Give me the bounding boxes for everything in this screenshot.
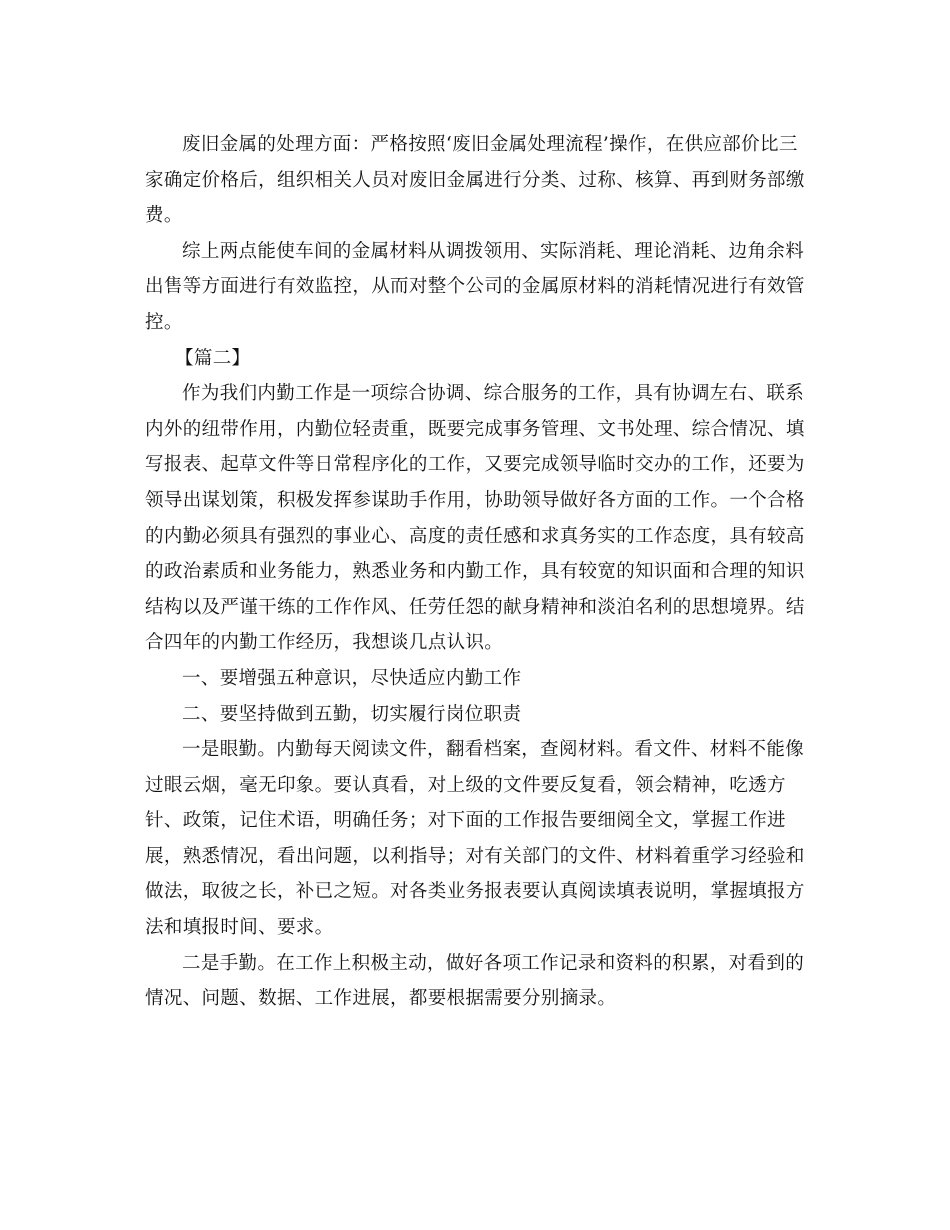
paragraph-hand-diligence: 二是手勤。在工作上积极主动，做好各项工作记录和资料的积累，对看到的情况、问题、数据、工作进展，都要根据需要分别摘录。 (145, 952, 805, 1010)
paragraph-eye-diligence: 一是眼勤。内勤每天阅读文件，翻看档案，查阅材料。看文件、材料不能像过眼云烟，毫无印象。要认真看，对上级的文件要反复看，领会精神，吃透方针、政策，记住术语，明确任务；对下面的工作报告要细阅全文，掌握工作进展，熟悉情况，看出问题，以利指导；对有关部门的文件、材料着重学习经验和做法，取彼之长，补已之短。对各类业务报表要认真阅读填表说明，掌握填报方法和填报时间、要求。 (145, 739, 805, 939)
document-body (145, 127, 810, 1017)
paragraph-scrap-metal: 废旧金属的处理方面：严格按照‘废旧金属处理流程’操作，在供应部价比三家确定价格后，组织相关人员对废旧金属进行分类、过称、核算、再到财务部缴费。 (145, 134, 805, 227)
heading-point-one: 一、要增强五种意识，尽快适应内勤工作 (182, 667, 522, 689)
paragraph-intro: 作为我们内勤工作是一项综合协调、综合服务的工作，具有协调左右、联系内外的纽带作用，内勤位轻责重，既要完成事务管理、文书处理、综合情况、填写报表、起草文件等日常程序化的工作，又要完成领导临时交办的工作，还要为领导出谋划策，积极发挥参谋助手作用，协助领导做好各方面的工作。一个合格的内勤必须具有强烈的事业心、高度的责任感和求真务实的工作态度，具有较高的政治素质和业务能力，熟悉业务和内勤工作，具有较宽的知识面和合理的知识结构以及严谨干练的工作作风、任劳任怨的献身精神和淡泊名利的思想境界。结合四年的内勤工作经历，我想谈几点认识。 (145, 383, 805, 654)
heading-point-two: 二、要坚持做到五勤，切实履行岗位职责 (182, 703, 522, 725)
section-heading-part-two: 【篇二】 (175, 347, 251, 369)
paragraph-summary: 综上两点能使车间的金属材料从调拨领用、实际消耗、理论消耗、边角余料出售等方面进行有效监控，从而对整个公司的金属原材料的消耗情况进行有效管控。 (145, 240, 805, 333)
